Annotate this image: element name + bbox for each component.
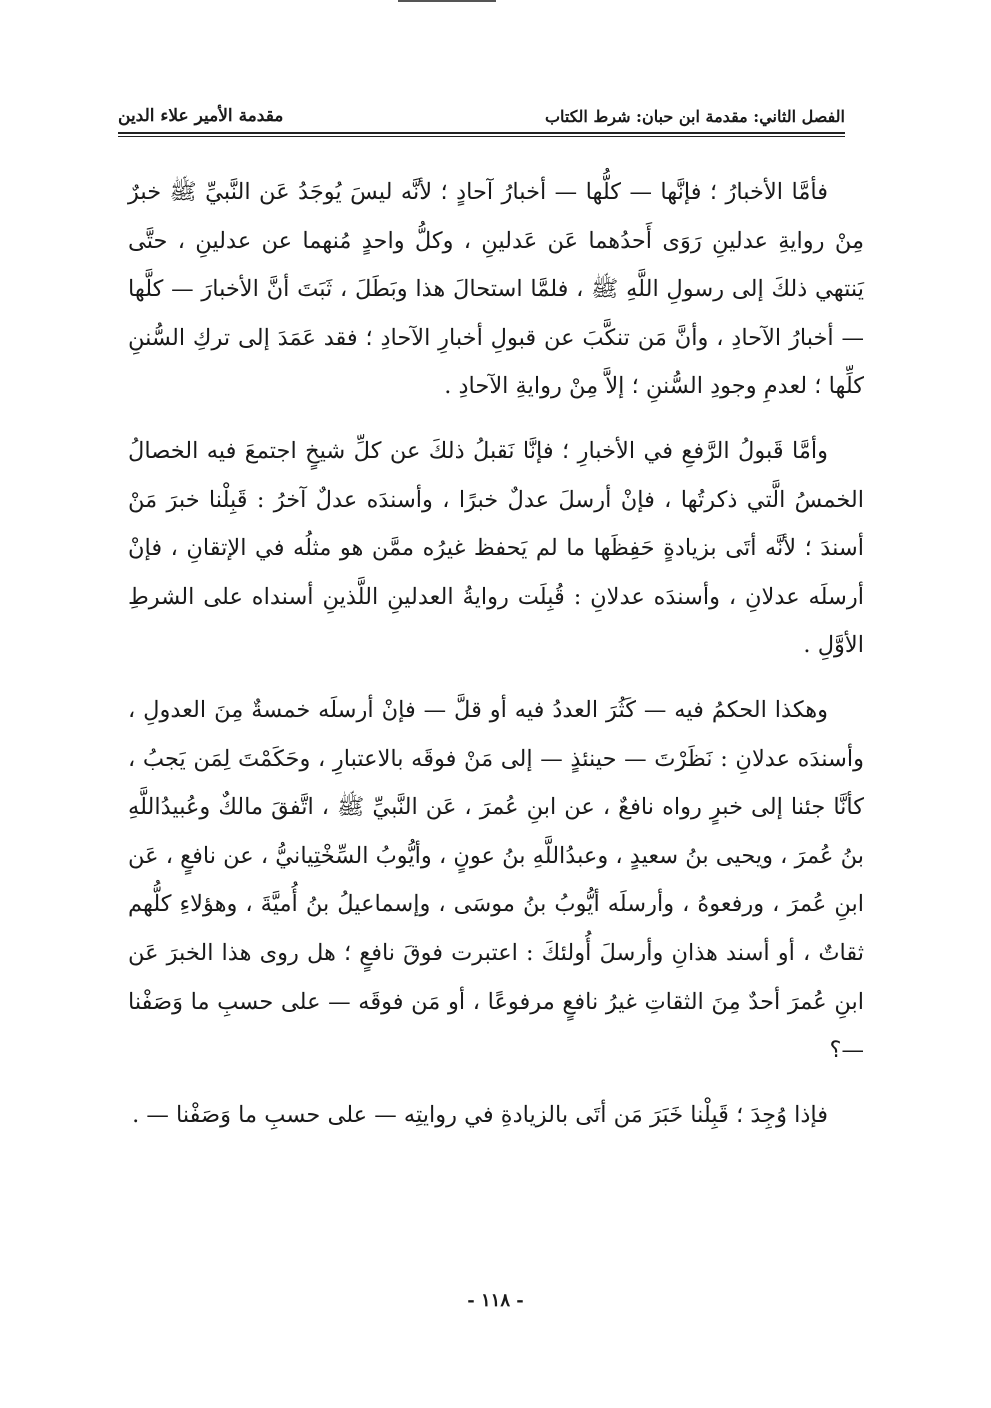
header-divider	[118, 132, 845, 137]
section-title: مقدمة الأمير علاء الدين	[118, 106, 284, 126]
chapter-title: الفصل الثاني: مقدمة ابن حبان: شرط الكتاب	[544, 107, 845, 126]
running-header	[118, 92, 845, 126]
page-number: - ١١٨ -	[467, 1290, 524, 1311]
paragraph-3: وهكذا الحكمُ فيه — كَثُرَ العددُ فيه أو قلَّ — فإنْ أرسلَه خمسةٌ مِنَ العدولِ ، وأسندَه عدلانِ : نَظَرْتَ — حينئذٍ — إلى مَنْ فوقَه بالاعتبارِ ، وحَكَمْتَ لِمَن يَجبُ ، كأنَّا جئنا إلى خبرٍ رواه نافعٌ ، عن ابنِ عُمرَ ، عَن النَّبيِّ ﷺ ، اتَّفقَ مالكٌ وعُبيدُاللَّهِ بنُ عُمرَ ، ويحيى بنُ سعيدٍ ، وعبدُاللَّهِ بنُ عونٍ ، وأيُّوبُ السِّخْتِيانيُّ ، عن نافعٍ ، عَن ابنِ عُمرَ ، ورفعوهُ ، وأرسلَه أيُّوبُ بنُ موسَى ، وإسماعيلُ بنُ أُميَّةَ ، وهؤلاءِ كلُّهم ثقاتٌ ، أو أسند هذانِ وأرسلَ أُولئكَ : اعتبرت فوقَ نافعٍ ؛ هل روى هذا الخبرَ عَن ابنِ عُمرَ أحدٌ مِنَ الثقاتِ غيرُ نافعٍ مرفوعًا ، أو مَن فوقَه — على حسبِ ما وَصَفْنا —؟	[128, 696, 864, 1064]
paragraph-2: وأمَّا قَبولُ الرَّفعِ في الأخبارِ ؛ فإنَّا نَقبلُ ذلكَ عن كلِّ شيخٍ اجتمعَ فيه الخصالُ الخمسُ الَّتي ذكرتُها ، فإنْ أرسلَ عدلٌ خبرًا ، وأسندَه عدلٌ آخرُ : قَبِلْنا خبرَ مَنْ أسندَ ؛ لأنَّه أتَى بزيادةٍ حَفِظَها ما لم يَحفظ غيرُه ممَّن هو مثلُه في الإتقانِ ، فإنْ أرسلَه عدلانِ ، وأسندَه عدلانِ : قُبِلَت روايةُ العدلينِ اللَّذينِ أسنداه على الشرطِ الأوَّلِ .	[128, 437, 864, 659]
paragraph-4: فإذا وُجِدَ ؛ قَبِلْنا خَبَرَ مَن أتَى بالزيادةِ في روايتِه — على حسبِ ما وَصَفْنا — .	[132, 1101, 828, 1128]
paragraph-1: فأمَّا الأخبارُ ؛ فإنَّها — كلُّها — أخبارُ آحادٍ ؛ لأنَّه ليسَ يُوجَدُ عَن النَّبيِّ ﷺ خبرٌ مِنْ روايةِ عدلينِ رَوَى أَحدُهما عَن عَدلينِ ، وكلُّ واحدٍ مُنهما عن عدلينِ ، حتَّى يَنتهي ذلكَ إلى رسولِ اللَّهِ ﷺ ، فلمَّا استحالَ هذا وبَطَلَ ، ثَبَتَ أنَّ الأخبارَ — كلَّها — أخبارُ الآحادِ ، وأنَّ مَن تنكَّبَ عن قبولِ أخبارِ الآحادِ ؛ فقد عَمَدَ إلى تركِ السُّننِ كلِّها ؛ لعدمِ وجودِ السُّننِ ؛ إلاَّ مِنْ روايةِ الآحادِ .	[128, 179, 864, 400]
page-body	[128, 168, 864, 1139]
top-edge-rule	[398, 0, 496, 2]
